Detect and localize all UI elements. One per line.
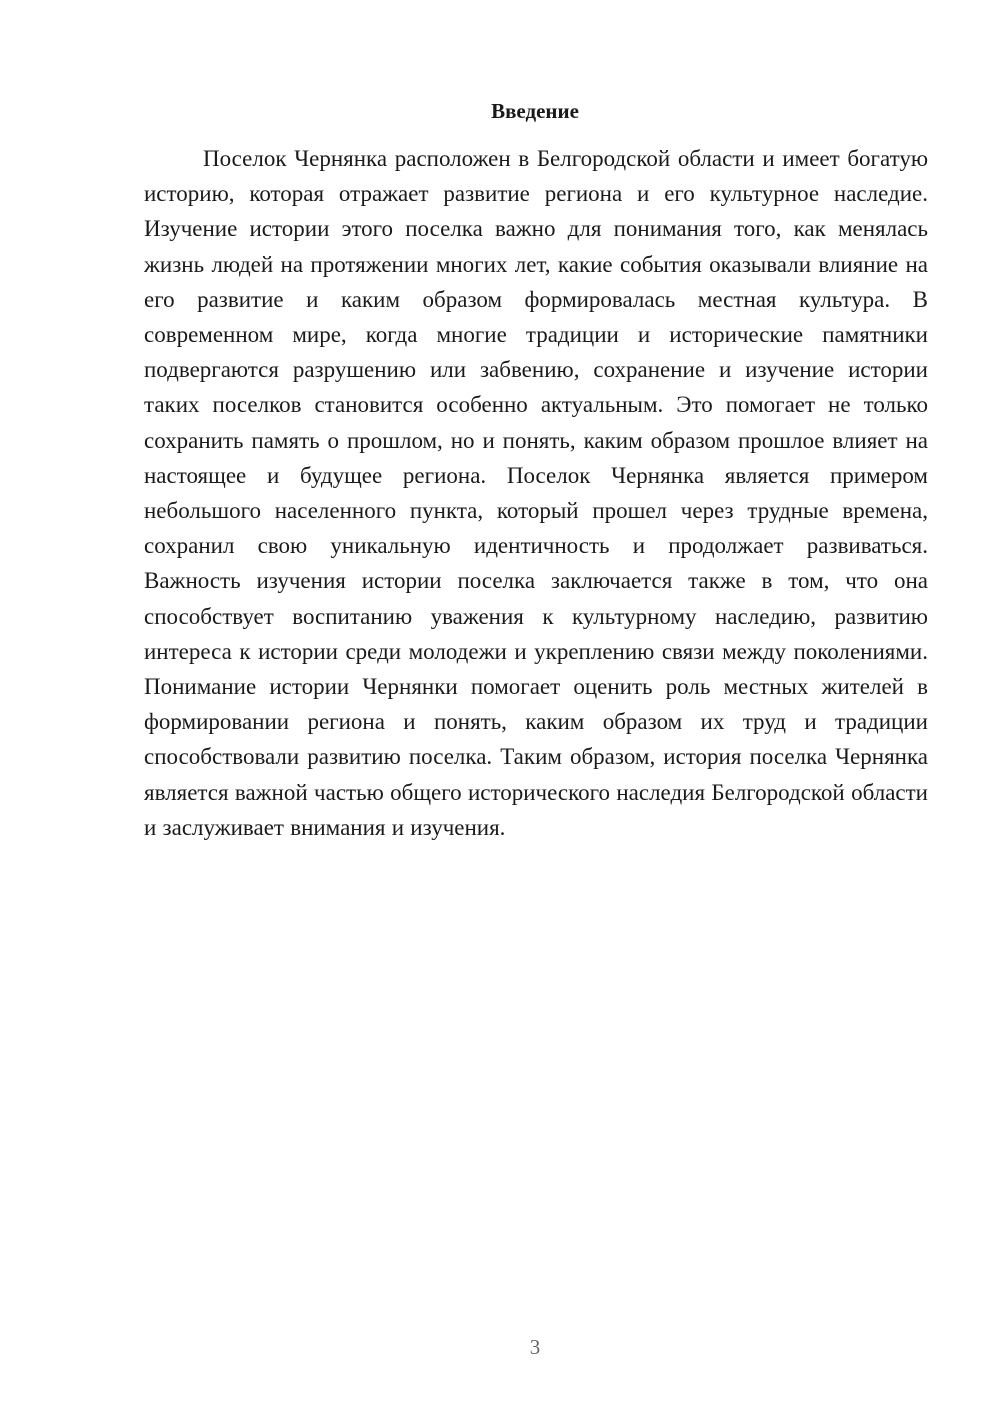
page-number: 3 bbox=[529, 1335, 541, 1359]
section-heading: Введение bbox=[491, 99, 579, 123]
introduction-paragraph: Поселок Чернянка расположен в Белгородской области и имеет богатую историю, которая отражает развитие региона и его культурное наследие. Изучение истории этого поселка важно для понимания того, как менялась жизнь людей на протяжении многих лет, какие события оказывали влияние на его развитие и каким образом формировалась местная культура. В современном мире, когда многие традиции и исторические памятники подвергаются разрушению или забвению, сохранение и изучение истории таких поселков становится особенно актуальным. Это помогает не только сохранить память о прошлом, но и понять, каким образом прошлое влияет на настоящее и будущее региона. Поселок Чернянка является примером небольшого населенного пункта, который прошел через трудные времена, сохранил свою уникальную идентичность и продолжает развиваться. Важность изучения истории поселка заключается также в том, что она способствует воспитанию уважения к культурному наследию, развитию интереса к истории среди молодежи и укреплению связи между поколениями. Понимание истории Чернянки помогает оценить роль местных жителей в формировании региона и понять, каким образом их труд и традиции способствовали развитию поселка. Таким образом, история поселка Чернянка является важной частью общего исторического наследия Белгородской области и заслуживает внимания и изучения. bbox=[144, 146, 928, 840]
